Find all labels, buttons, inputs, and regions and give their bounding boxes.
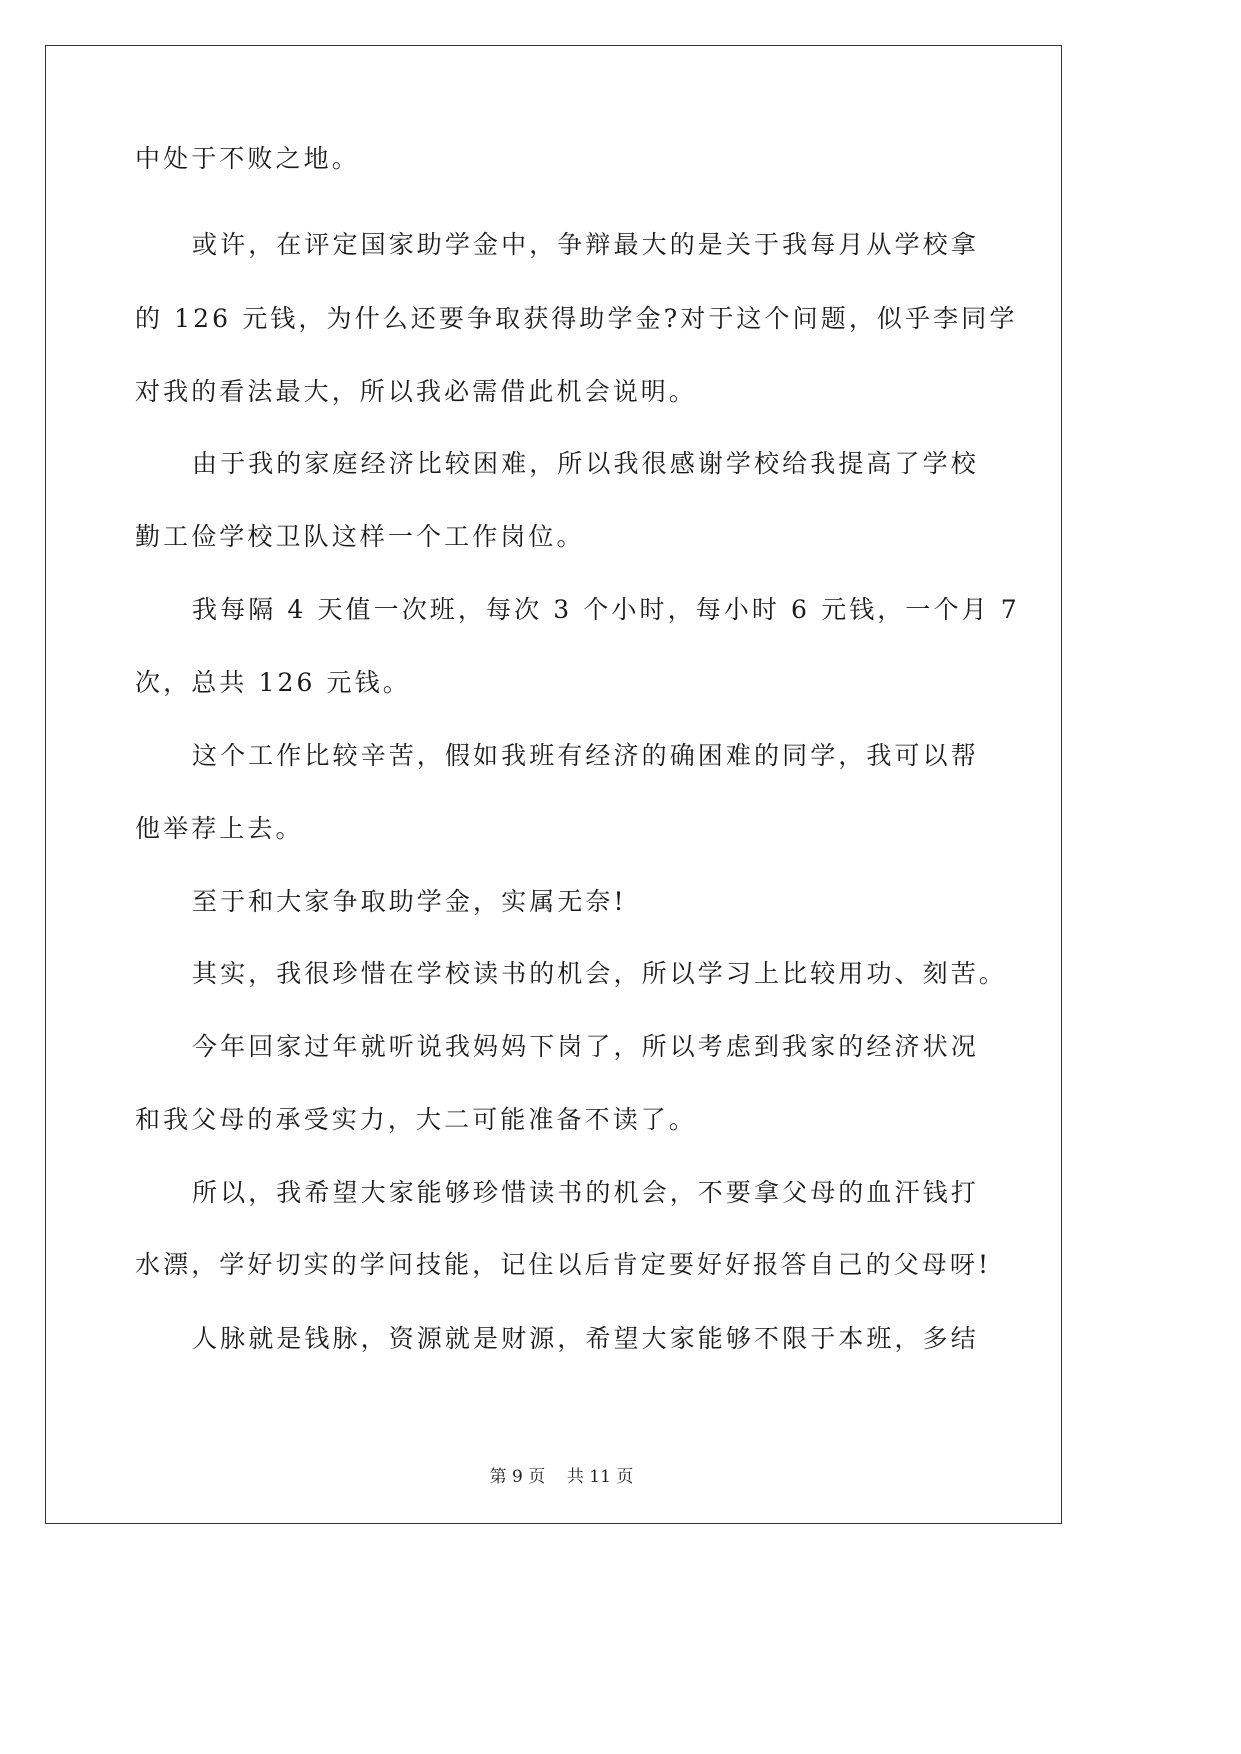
- page-footer: [0, 1462, 1123, 1487]
- text-line: 水漂，学好切实的学问技能，记住以后肯定要好好报答自己的父母呀!: [135, 1250, 992, 1279]
- page-total: 共 11 页: [566, 1467, 634, 1487]
- text-line: 所以，我希望大家能够珍惜读书的机会，不要拿父母的血汗钱打: [192, 1178, 979, 1207]
- text-line: 由于我的家庭经济比较困难，所以我很感谢学校给我提高了学校: [192, 449, 979, 478]
- text-line: 我每隔 4 天值一次班，每次 3 个小时，每小时 6 元钱，一个月 7: [192, 595, 1020, 624]
- text-line: 人脉就是钱脉，资源就是财源，希望大家能够不限于本班，多结: [192, 1324, 979, 1353]
- text-line: 中处于不败之地。: [135, 144, 360, 173]
- text-line: 对我的看法最大，所以我必需借此机会说明。: [135, 377, 698, 406]
- text-line: 他举荐上去。: [135, 814, 304, 843]
- text-line: 勤工俭学校卫队这样一个工作岗位。: [135, 522, 585, 551]
- text-line: 至于和大家争取助学金，实属无奈!: [192, 887, 627, 916]
- text-line: 次，总共 126 元钱。: [135, 668, 411, 697]
- page-number: 第 9 页: [489, 1467, 546, 1487]
- text-line: 和我父母的承受实力，大二可能准备不读了。: [135, 1105, 698, 1134]
- text-line: 的 126 元钱，为什么还要争取获得助学金?对于这个问题，似乎李同学: [135, 304, 1018, 333]
- text-line: 这个工作比较辛苦，假如我班有经济的确困难的同学，我可以帮: [192, 741, 979, 770]
- page-border: [45, 45, 1062, 1524]
- text-line: 今年回家过年就听说我妈妈下岗了，所以考虑到我家的经济状况: [192, 1032, 979, 1061]
- text-line: 或许，在评定国家助学金中，争辩最大的是关于我每月从学校拿: [192, 230, 979, 259]
- text-line: 其实，我很珍惜在学校读书的机会，所以学习上比较用功、刻苦。: [192, 959, 1007, 988]
